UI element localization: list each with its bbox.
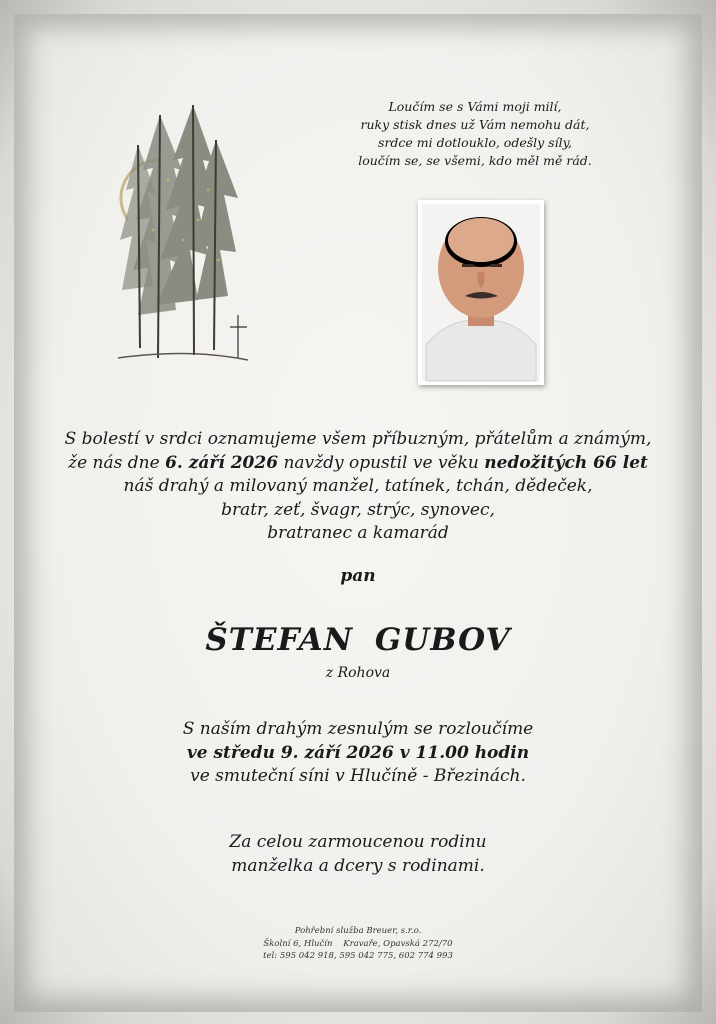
poem-line: ruky stisk dnes už Vám nemohu dát,: [360, 117, 590, 132]
announcement-line: bratranec a kamarád: [267, 523, 449, 543]
family-line: manželka a dcery s rodinami.: [231, 856, 485, 876]
poem: [340, 98, 610, 170]
funeral-date-time: ve středu 9. září 2026 v 11.00 hodin: [186, 742, 530, 763]
poem-line: srdce mi dotlouklo, odešly síly,: [378, 135, 572, 150]
funeral-place: ve smuteční síni v Hlučíně - Březinách.: [190, 766, 526, 786]
deceased-origin: z Rohova: [325, 665, 391, 681]
family-signature: [150, 830, 566, 878]
announcement-line: bratr, zeť, švagr, strýc, synovec,: [221, 499, 495, 520]
funeral-line: S naším drahým zesnulým se rozloučíme: [182, 719, 534, 739]
funeral-service-footer: [220, 925, 496, 963]
poem-line: Loučím se s Vámi moji milí,: [388, 99, 562, 114]
announcement-text-fragment: navždy opustil ve věku: [278, 452, 485, 473]
title-word: pan: [340, 566, 376, 586]
announcement-text: [60, 428, 656, 546]
announcement-line: S bolestí v srdci oznamujeme všem příbuzným, přátelům a známým,: [64, 429, 652, 449]
company-phones: tel: 595 042 918, 595 042 775, 602 774 993: [263, 951, 453, 961]
deceased-name: ŠTEFAN GUBOV: [205, 622, 511, 658]
announcement-line: [60, 452, 656, 476]
pine-trees-icon: [98, 100, 268, 375]
portrait-photo: [418, 200, 544, 385]
company-name: Pohřební služba Breuer, s.r.o.: [294, 926, 422, 936]
cross-icon: [230, 315, 247, 358]
death-date: 6. září 2026: [165, 452, 279, 473]
announcement-text-fragment: že nás dne: [68, 452, 166, 473]
family-line: Za celou zarmoucenou rodinu: [229, 832, 487, 852]
company-address: Školní 6, Hlučín Kravaře, Opavská 272/70: [263, 938, 453, 949]
age-at-death: nedožitých 66 let: [484, 452, 648, 473]
poem-line: loučím se, se všemi, kdo měl mě rád.: [358, 153, 592, 168]
funeral-details: [100, 718, 616, 789]
announcement-line: náš drahý a milovaný manžel, tatínek, tchán, dědeček,: [123, 476, 593, 496]
